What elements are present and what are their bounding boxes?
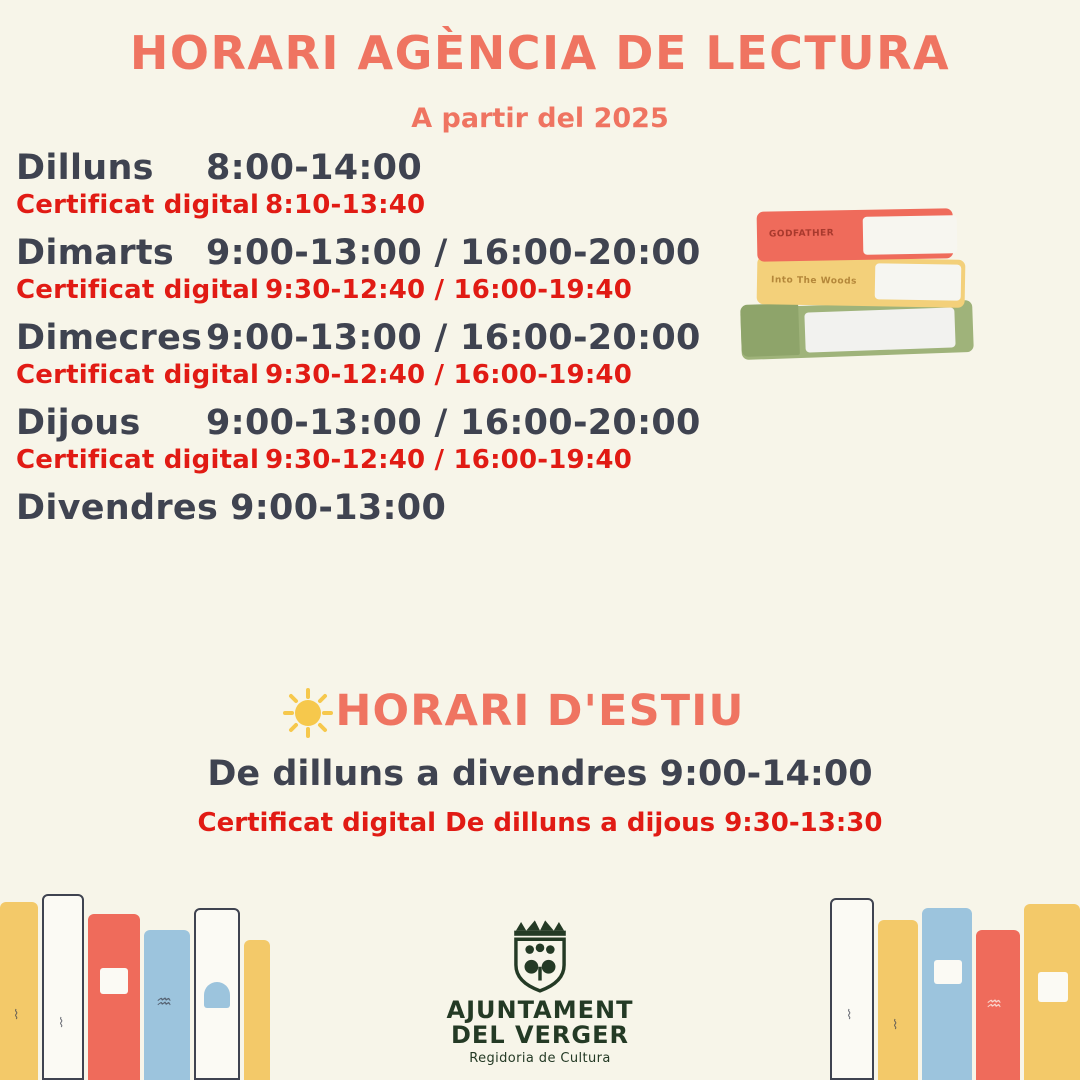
day-name: Dimarts (16, 233, 175, 273)
schedule-day-dilluns (16, 148, 736, 220)
certificate-hours: 9:30-12:40 / 16:00-19:40 (265, 445, 633, 475)
certificate-label: Certificat digital (16, 445, 260, 475)
book-yellow-label: Into The Woods (770, 275, 858, 287)
summer-schedule (0, 686, 1080, 838)
book-red-label: GODFATHER (768, 228, 835, 240)
book-squiggle: ♒ (986, 994, 1003, 1015)
day-certificate-row (16, 445, 736, 475)
logo-name-line2: DEL VERGER (451, 1020, 629, 1049)
day-name: Dimecres (16, 318, 203, 358)
certificate-label: Certificat digital (16, 360, 260, 390)
book-red-pages (863, 215, 958, 255)
certificate-hours: 9:30-12:40 / 16:00-19:40 (265, 360, 633, 390)
day-name: Divendres (16, 488, 219, 528)
day-certificate-row (16, 360, 736, 390)
ajuntament-logo (0, 910, 1080, 1066)
day-row (16, 318, 736, 358)
day-name: Dilluns (16, 148, 154, 188)
day-certificate-row (16, 190, 736, 220)
book-squiggle: ⌇ (846, 1008, 853, 1023)
summer-title: HORARI D'ESTIU (335, 686, 745, 736)
day-certificate-row (16, 275, 736, 305)
book-squiggle: ♒ (156, 992, 173, 1013)
schedule-day-dimecres (16, 318, 736, 390)
day-hours: 9:00-13:00 / 16:00-20:00 (206, 233, 701, 273)
book-green-pages (804, 307, 955, 352)
summer-certificate: Certificat digital De dilluns a dijous 9:30-13:30 (197, 808, 883, 838)
book-green-spine (740, 303, 800, 357)
day-name: Dijous (16, 403, 141, 443)
certificate-label: Certificat digital (16, 275, 260, 305)
books-stack-illustration (735, 196, 985, 381)
day-hours: 8:00-14:00 (206, 148, 422, 188)
page-title: HORARI AGÈNCIA DE LECTURA (129, 26, 951, 80)
schedule-day-divendres (16, 488, 736, 528)
day-hours: 9:00-13:00 / 16:00-20:00 (206, 318, 701, 358)
certificate-hours: 9:30-12:40 / 16:00-19:40 (265, 275, 633, 305)
day-row (16, 403, 736, 443)
schedule-day-dimarts (16, 233, 736, 305)
day-row (16, 148, 736, 188)
summer-title-wrap (335, 686, 744, 736)
book-squiggle: ⌇ (892, 1018, 899, 1033)
crest-icon (497, 910, 583, 996)
book-yellow-pages (875, 263, 962, 300)
page-subtitle: A partir del 2025 (411, 103, 669, 134)
book-squiggle: ⌇ (58, 1016, 65, 1031)
summer-hours: De dilluns a divendres 9:00-14:00 (207, 754, 873, 794)
logo-subtitle: Regidoria de Cultura (469, 1051, 611, 1066)
certificate-label: Certificat digital (16, 190, 260, 220)
logo-name-line1: AJUNTAMENT (446, 995, 634, 1024)
day-row (16, 233, 736, 273)
book-squiggle: ⌇ (13, 1008, 20, 1023)
day-hours: 9:00-13:00 / 16:00-20:00 (206, 403, 701, 443)
sun-icon (283, 688, 333, 738)
day-hours: 9:00-13:00 (230, 488, 447, 528)
schedule-day-dijous (16, 403, 736, 475)
schedule-list (16, 148, 736, 530)
day-row (16, 488, 736, 528)
certificate-hours: 8:10-13:40 (265, 190, 426, 220)
